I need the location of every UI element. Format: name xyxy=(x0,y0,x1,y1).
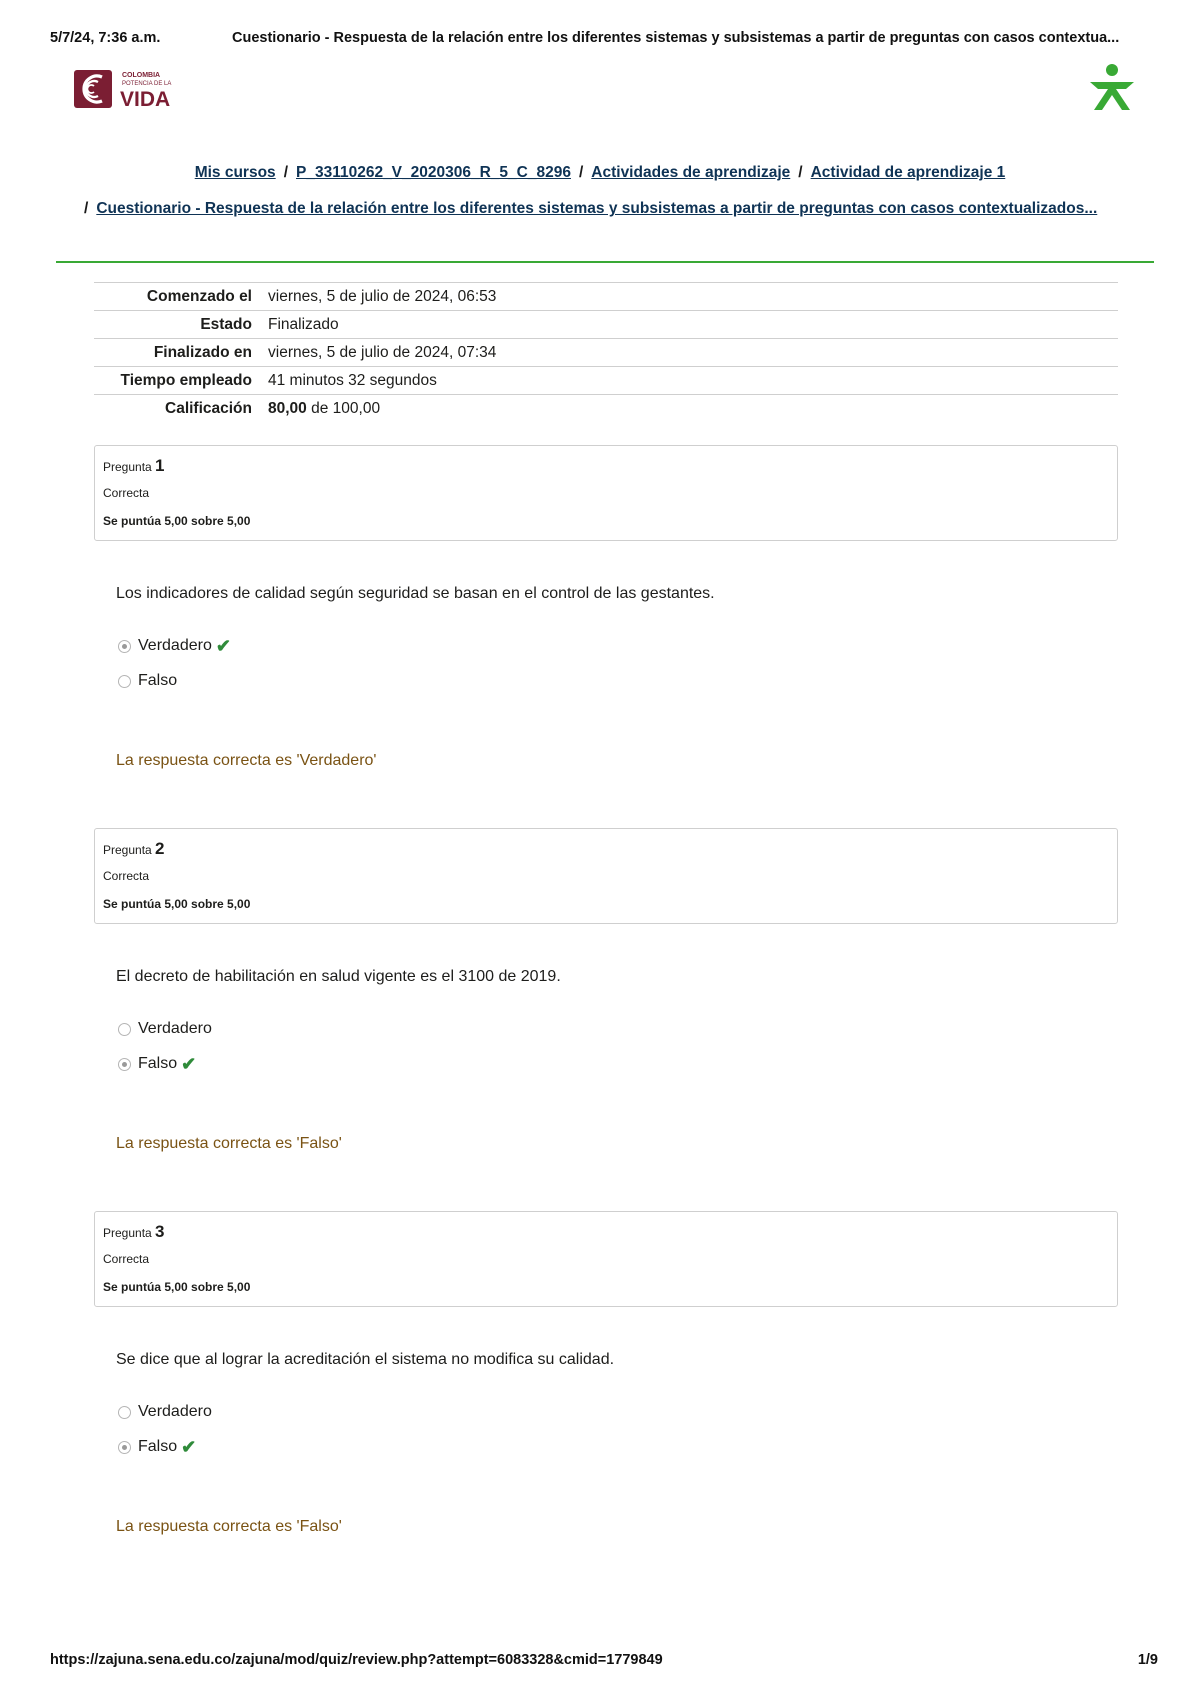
summary-row-started xyxy=(94,283,1118,311)
question-grade: Se puntúa 5,00 sobre 5,00 xyxy=(103,897,251,911)
answer-option[interactable] xyxy=(118,1020,212,1038)
question-grade: Se puntúa 5,00 sobre 5,00 xyxy=(103,1280,251,1294)
grade-score: 80,00 xyxy=(268,399,307,417)
correct-answer-feedback: La respuesta correcta es 'Verdadero' xyxy=(116,752,377,769)
check-icon: ✔ xyxy=(181,1054,197,1074)
print-url: https://zajuna.sena.edu.co/zajuna/mod/quiz/review.php?attempt=6083328&cmid=1779849 xyxy=(50,1652,663,1668)
breadcrumb-activities[interactable]: Actividades de aprendizaje xyxy=(591,164,791,181)
summary-value: Finalizado xyxy=(268,315,339,333)
question-info-box xyxy=(94,445,1118,541)
breadcrumb-course[interactable]: P_33110262_V_2020306_R_5_C_8296 xyxy=(296,164,571,181)
summary-label: Comenzado el xyxy=(146,287,252,305)
breadcrumb-activity-1[interactable]: Actividad de aprendizaje 1 xyxy=(810,164,1006,181)
summary-label: Tiempo empleado xyxy=(120,371,252,389)
attempt-summary-table xyxy=(94,282,1118,422)
sena-logo[interactable] xyxy=(1086,62,1138,114)
check-icon: ✔ xyxy=(181,1437,197,1457)
print-title: Cuestionario - Respuesta de la relación entre los diferentes sistemas y subsistemas a partir de preguntas con casos contextua... xyxy=(232,30,1120,46)
correct-answer-feedback: La respuesta correcta es 'Falso' xyxy=(116,1518,342,1535)
breadcrumb-my-courses[interactable]: Mis cursos xyxy=(194,164,276,181)
page-number: 1/9 xyxy=(1137,1652,1158,1668)
question-prefix: Pregunta xyxy=(103,1226,152,1240)
breadcrumb-row-2 xyxy=(84,200,1150,218)
question-info-box xyxy=(94,828,1118,924)
option-label: Verdadero xyxy=(138,1403,212,1420)
logo-text-big: VIDA xyxy=(120,88,171,110)
question-number-value: 1 xyxy=(155,456,165,475)
question-state: Correcta xyxy=(103,1252,150,1266)
breadcrumb-quiz[interactable]: Cuestionario - Respuesta de la relación entre los diferentes sistemas y subsistemas a partir de preguntas con casos contextualizados... xyxy=(96,200,1098,217)
breadcrumb-row-1 xyxy=(0,164,1200,182)
question-text: El decreto de habilitación en salud vigente es el 3100 de 2019. xyxy=(116,968,561,985)
summary-label: Estado xyxy=(200,315,252,333)
summary-value: viernes, 5 de julio de 2024, 06:53 xyxy=(268,287,497,305)
logo-text-top: COLOMBIA xyxy=(122,72,161,79)
print-date: 5/7/24, 7:36 a.m. xyxy=(50,30,161,46)
answer-option[interactable] xyxy=(118,1403,212,1421)
radio-button[interactable] xyxy=(118,1441,131,1454)
summary-row-finished xyxy=(94,339,1118,367)
question-grade: Se puntúa 5,00 sobre 5,00 xyxy=(103,514,251,528)
summary-value: viernes, 5 de julio de 2024, 07:34 xyxy=(268,343,497,361)
print-header xyxy=(50,30,1158,50)
question-number-value: 2 xyxy=(155,839,165,858)
logo-text-mid: POTENCIA DE LA xyxy=(122,81,172,87)
answer-option[interactable] xyxy=(118,637,231,655)
question-prefix: Pregunta xyxy=(103,843,152,857)
colombia-logo[interactable] xyxy=(74,68,184,110)
option-label: Falso xyxy=(138,1438,178,1455)
summary-value xyxy=(266,395,1118,423)
question-text: Se dice que al lograr la acreditación el sistema no modifica su calidad. xyxy=(116,1351,615,1368)
summary-row-state xyxy=(94,311,1118,339)
question-info-box xyxy=(94,1211,1118,1307)
question-number xyxy=(103,1222,165,1242)
summary-row-grade xyxy=(94,395,1118,423)
question-state: Correcta xyxy=(103,869,150,883)
correct-answer-feedback: La respuesta correcta es 'Falso' xyxy=(116,1135,342,1152)
answer-option[interactable] xyxy=(118,672,177,690)
breadcrumb-separator: / xyxy=(283,164,288,181)
radio-button[interactable] xyxy=(118,675,131,688)
check-icon: ✔ xyxy=(215,636,231,656)
option-label: Verdadero xyxy=(138,1020,212,1037)
question-state: Correcta xyxy=(103,486,150,500)
radio-button[interactable] xyxy=(118,1058,131,1071)
answer-option[interactable] xyxy=(118,1438,196,1456)
question-prefix: Pregunta xyxy=(103,460,152,474)
question-number xyxy=(103,839,165,859)
option-label: Falso xyxy=(138,672,178,689)
radio-button[interactable] xyxy=(118,1406,131,1419)
grade-total: de 100,00 xyxy=(306,399,381,417)
breadcrumb-separator: / xyxy=(578,164,584,181)
option-label: Verdadero xyxy=(138,637,212,654)
question-number xyxy=(103,456,165,476)
summary-row-time xyxy=(94,367,1118,395)
header-divider xyxy=(56,261,1154,263)
summary-value: 41 minutos 32 segundos xyxy=(268,371,437,389)
breadcrumb-separator: / xyxy=(84,200,89,217)
answer-option[interactable] xyxy=(118,1055,196,1073)
option-label: Falso xyxy=(138,1055,178,1072)
summary-label: Calificación xyxy=(165,399,252,417)
summary-label: Finalizado en xyxy=(153,343,252,361)
radio-button[interactable] xyxy=(118,1023,131,1036)
print-footer xyxy=(50,1652,1158,1668)
question-number-value: 3 xyxy=(155,1222,165,1241)
breadcrumb-separator: / xyxy=(798,164,803,181)
radio-button[interactable] xyxy=(118,640,131,653)
question-text: Los indicadores de calidad según seguridad se basan en el control de las gestantes. xyxy=(116,585,715,602)
